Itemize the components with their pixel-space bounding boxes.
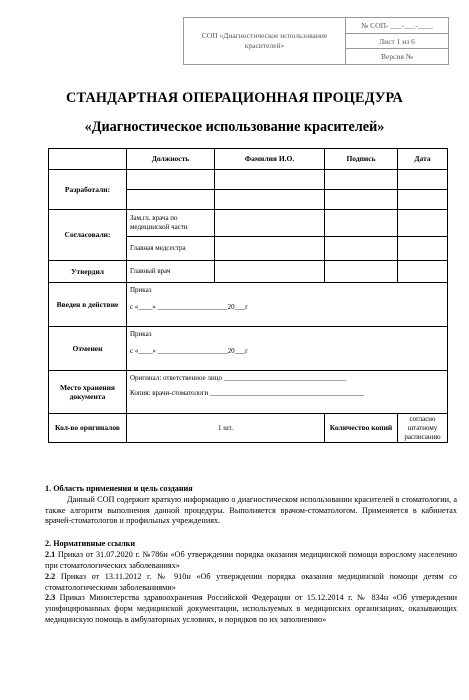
cell-agreed-position-1: Зам.гл. врача по медицинской части: [127, 210, 215, 237]
section-gap: [45, 527, 457, 539]
cell-cancelled-order: [127, 327, 448, 371]
cell-empty-corner: [49, 149, 127, 170]
cell-developed-signature-1: [325, 170, 398, 190]
cell-agreed-signature-2: [325, 237, 398, 261]
cell-developed-date-2: [398, 190, 448, 210]
header-version: Версия №: [381, 52, 413, 62]
cell-storage: [127, 371, 448, 414]
table-row-developed-1: [49, 170, 448, 190]
label-copies-count: Количество копий: [325, 414, 398, 443]
cell-developed-name-2: [215, 190, 325, 210]
reference-2-3-number: 2.3: [45, 593, 56, 603]
storage-copies: Копия: врачи-стоматологи ____________________________________________: [130, 388, 364, 397]
label-originals-count: Кол-во оригиналов: [49, 414, 127, 443]
header-sheet: Лист 1 из 6: [346, 34, 448, 50]
col-position-header: Должность: [127, 149, 215, 170]
introduced-order-label: Приказ: [130, 286, 152, 294]
cell-agreed-date-1: [398, 210, 448, 237]
cell-developed-position-2: [127, 190, 215, 210]
reference-2-2-text: Приказ от 13.11.2012 г. № 910н «Об утверждении порядка оказания медицинской помощи детям со стоматологическими заболеваниями»: [45, 571, 458, 592]
header-meta: [346, 18, 448, 64]
label-storage: Место хранения документа: [49, 371, 127, 414]
cell-approved-name: [215, 261, 325, 283]
col-name-header: Фамилия И.О.: [215, 149, 325, 170]
table-row-counts: [49, 414, 448, 443]
reference-2-1-number: 2.1: [45, 550, 56, 560]
cancelled-order-date: с «____» ____________________20___г: [130, 346, 248, 355]
table-row-agreed-1: [49, 210, 448, 237]
col-signature-header: Подпись: [325, 149, 398, 170]
page-title: СТАНДАРТНАЯ ОПЕРАЦИОННАЯ ПРОЦЕДУРА: [66, 90, 403, 106]
label-cancelled: Отменен: [49, 327, 127, 371]
label-developed: Разработали:: [49, 170, 127, 210]
cell-introduced-order: [127, 283, 448, 327]
reference-2-1-text: Приказ от 31.07.2020 г. №786н «Об утверждении порядка оказания медицинской помощи взрослому населению при стоматологических заболеваниях»: [45, 550, 457, 570]
reference-2-1: [45, 550, 457, 572]
table-row-approved: [49, 261, 448, 283]
document-body: [45, 484, 457, 626]
value-originals-count: 1 шт.: [127, 414, 325, 443]
section-2-title: 2. Нормативные ссылки: [45, 539, 136, 549]
table-row-storage: [49, 371, 448, 414]
cell-approved-position: Главный врач: [127, 261, 215, 283]
value-copies-count: согласно штатному расписанию: [398, 414, 448, 443]
section-1-title: 1. Область применения и цель создания: [45, 484, 193, 493]
label-approved: Утвердил: [49, 261, 127, 283]
reference-2-2: [45, 572, 457, 594]
introduced-order-date: с «____» ____________________20___г: [130, 302, 248, 311]
section-1-text: Данный СОП содержит краткую информацию о диагностическом использовании красителей в стоматологии, а также алгоритм выполнения данной процедуры. Выполняется врачом-стоматологом. Применяется в кабинетах врачей-стоматологов и профильных учреждениях.: [45, 494, 457, 526]
cell-agreed-name-2: [215, 237, 325, 261]
document-header: [183, 17, 449, 65]
cell-approved-signature: [325, 261, 398, 283]
cell-agreed-name-1: [215, 210, 325, 237]
cell-developed-signature-2: [325, 190, 398, 210]
page-subtitle: «Диагностическое использование красителей»: [84, 119, 385, 135]
cell-agreed-position-2: Главная медсестра: [127, 237, 215, 261]
table-row-cancelled: [49, 327, 448, 371]
header-sop-title: СОП «Диагностическое использование красителей»: [184, 18, 346, 64]
header-sop-number: № СОП- ___-___-____: [346, 18, 448, 34]
reference-2-3-text: Приказ Министерства здравоохранения Российской Федерации от 15.12.2014 г. № 834н «Об утверждении унифицированных форм медицинской документации, используемых в медицинских организациях, оказывающих медицинскую помощь в амбулаторных условиях, и порядков по их заполнению»: [45, 593, 457, 625]
table-header-row: [49, 149, 448, 170]
cell-developed-date-1: [398, 170, 448, 190]
reference-2-3: [45, 593, 457, 625]
cell-developed-position-1: [127, 170, 215, 190]
cancelled-order-label: Приказ: [130, 330, 152, 338]
cell-agreed-date-2: [398, 237, 448, 261]
approval-table: [48, 148, 448, 443]
label-introduced: Введен в действие: [49, 283, 127, 327]
cell-developed-name-1: [215, 170, 325, 190]
label-agreed: Согласовали:: [49, 210, 127, 261]
cell-agreed-signature-1: [325, 210, 398, 237]
cell-approved-date: [398, 261, 448, 283]
storage-original: Оригинал: ответственное лицо ___________________________________: [130, 374, 347, 382]
reference-2-2-number: 2.2: [45, 571, 56, 581]
col-date-header: Дата: [398, 149, 448, 170]
table-row-introduced: [49, 283, 448, 327]
